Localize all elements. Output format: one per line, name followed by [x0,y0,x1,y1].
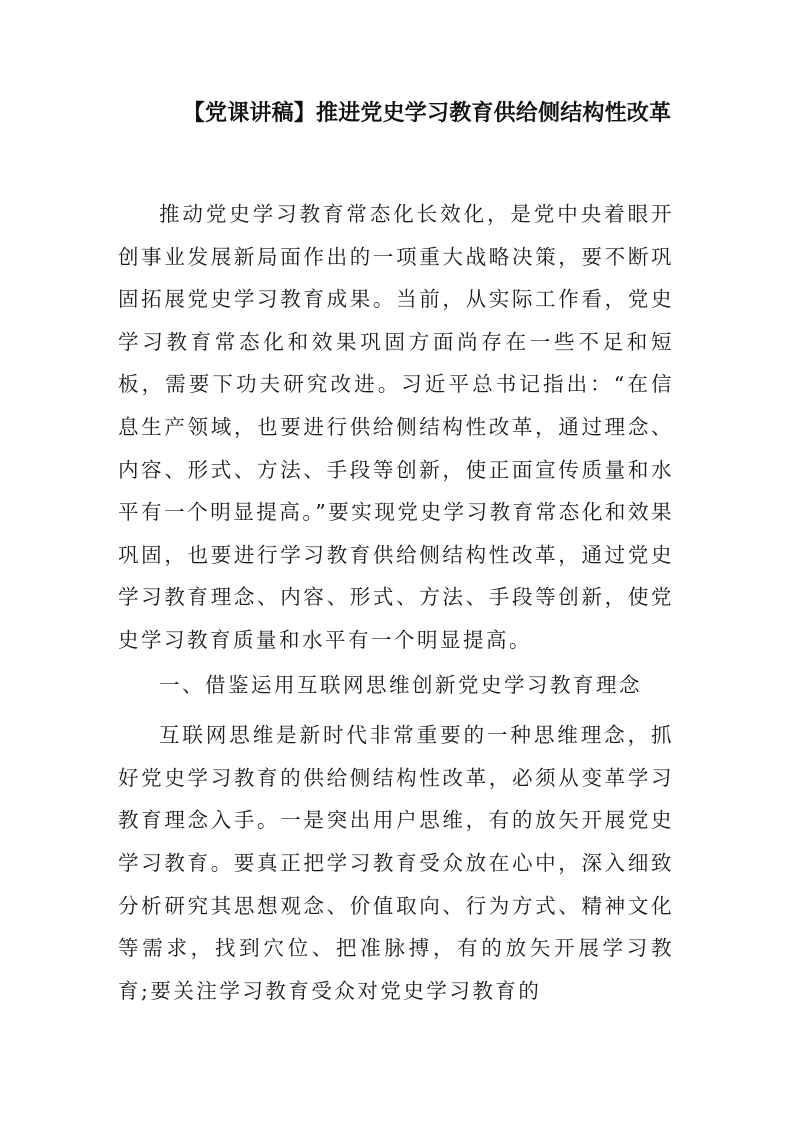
intro-paragraph: 推动党史学习教育常态化长效化，是党中央着眼开创事业发展新局面作出的一项重大战略决策，要不断巩固拓展党史学习教育成果。当前，从实际工作看，党史学习教育常态化和效果巩固方面尚存在一些不足和短板，需要下功夫研究改进。习近平总书记指出：“在信息生产领域，也要进行供给侧结构性改革，通过理念、内容、形式、方法、手段等创新，使正面宣传质量和水平有一个明显提高。”要实现党史学习教育常态化和效果巩固，也要进行学习教育供给侧结构性改革，通过党史学习教育理念、内容、形式、方法、手段等创新，使党史学习教育质量和水平有一个明显提高。 [118,202,674,652]
section-paragraph: 互联网思维是新时代非常重要的一种思维理念，抓好党史学习教育的供给侧结构性改革，必须从变革学习教育理念入手。一是突出用户思维，有的放矢开展党史学习教育。要真正把学习教育受众放在心中，深入细致分析研究其思想观念、价值取向、行为方式、精神文化等需求，找到穴位、把准脉搏，有的放矢开展学习教育;要关注学习教育受众对党史学习教育的 [118,723,674,1003]
document-body [118,193,674,1014]
document-title: 【党课讲稿】推进党史学习教育供给侧结构性改革 [182,101,672,126]
section-heading: 一、借鉴运用互联网思维创新党史学习教育理念 [159,672,642,697]
